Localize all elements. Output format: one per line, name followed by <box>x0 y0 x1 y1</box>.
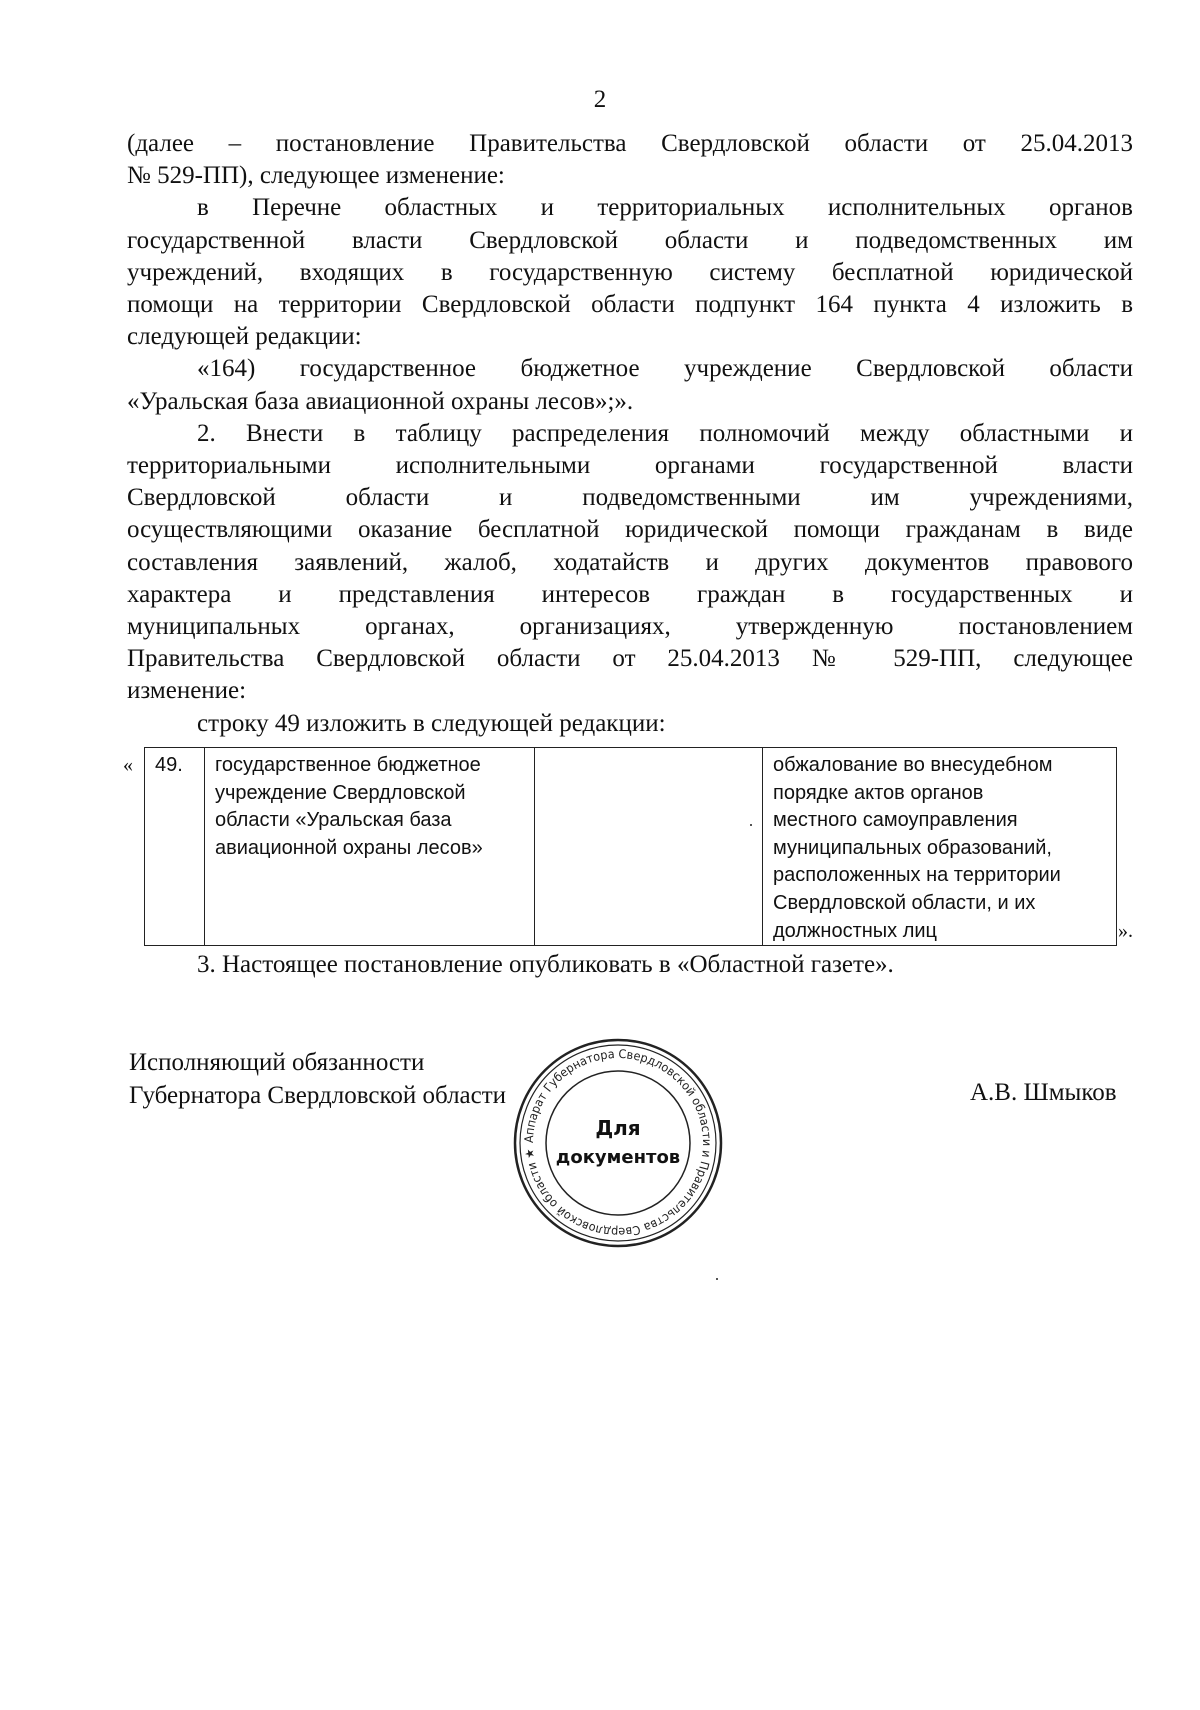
stamp-center-line1: Для <box>595 1116 641 1140</box>
row-number-cell: 49. <box>145 748 205 946</box>
paragraph-line: Правительства Свердловской области от 25.04.2013 № 529-ПП, следующее <box>127 645 1133 673</box>
document-body <box>127 128 1133 740</box>
page-number: 2 <box>593 86 607 113</box>
institution-cell <box>205 748 535 946</box>
paragraph-line: строку 49 изложить в следующей редакции: <box>197 709 666 737</box>
authority-cell <box>763 748 1117 946</box>
cell-line: Свердловской области, и их <box>773 891 1036 914</box>
paragraph-line: следующей редакции: <box>127 323 362 351</box>
stamp-middle-ring <box>520 1045 716 1241</box>
paragraph-line: «164) государственное бюджетное учреждение Свердловской области <box>197 355 1133 383</box>
paragraph-line: «Уральская база авиационной охраны лесов»;». <box>127 387 634 415</box>
paragraph-line: муниципальных органах, организациях, утвержденную постановлением <box>127 613 1133 641</box>
paragraph-line: характера и представления интересов граждан в государственных и <box>127 580 1133 608</box>
paragraph-line: № 529-ПП), следующее изменение: <box>127 162 505 190</box>
position-line: Губернатора Свердловской области <box>129 1082 507 1109</box>
publish-paragraph: 3. Настоящее постановление опубликовать в «Областной газете». <box>197 951 894 978</box>
signatory-position <box>129 1046 506 1112</box>
paragraph-line: изменение: <box>127 677 247 705</box>
cell-line: области «Уральская база <box>215 809 452 832</box>
cell-line: учреждение Свердловской <box>215 781 466 804</box>
cell-line: местного самоуправления <box>773 809 1018 832</box>
table-close-quote: ». <box>1118 920 1133 942</box>
paragraph-line: учреждений, входящих в государственную систему бесплатной юридической <box>127 258 1133 286</box>
amendment-table <box>144 747 1117 946</box>
paragraph-line: (далее – постановление Правительства Свердловской области от 25.04.2013 <box>127 130 1133 157</box>
paragraph-line: составления заявлений, жалоб, ходатайств и других документов правового <box>127 548 1133 576</box>
scan-speck <box>716 1278 718 1280</box>
cell-line: муниципальных образований, <box>773 836 1052 859</box>
official-stamp <box>510 1035 726 1251</box>
paragraph-line: помощи на территории Свердловской области подпункт 164 пункта 4 изложить в <box>127 291 1133 319</box>
cell-line: расположенных на территории <box>773 864 1061 887</box>
paragraph-line: Свердловской области и подведомственными им учреждениями, <box>127 484 1133 512</box>
table-open-quote: « <box>123 754 133 776</box>
paragraph-line: государственной власти Свердловской области и подведомственных им <box>127 226 1133 254</box>
signatory-name: А.В. Шмыков <box>970 1079 1117 1106</box>
cell-line: авиационной охраны лесов» <box>215 836 483 859</box>
cell-line: обжалование во внесудебном <box>773 754 1053 776</box>
paragraph-line: 2. Внести в таблицу распределения полномочий между областными и <box>197 419 1133 447</box>
scan-speck <box>750 824 752 826</box>
cell-line: государственное бюджетное <box>215 754 481 776</box>
empty-cell <box>535 748 763 946</box>
paragraph-line: осуществляющими оказание бесплатной юридической помощи гражданам в виде <box>127 516 1133 544</box>
stamp-ring-text: Аппарат Губернатора Свердловской области и Правительства Свердловской области ★ <box>521 1046 715 1240</box>
table-row <box>145 748 1117 946</box>
paragraph-line: территориальными исполнительными органами государственной власти <box>127 452 1133 480</box>
stamp-center-line2: документов <box>555 1147 681 1168</box>
cell-line: порядке актов органов <box>773 781 984 804</box>
paragraph-line: в Перечне областных и территориальных исполнительных органов <box>197 194 1133 222</box>
position-line: Исполняющий обязанности <box>129 1049 425 1076</box>
cell-line: должностных лиц <box>773 919 938 942</box>
stamp-inner-ring <box>546 1071 690 1215</box>
